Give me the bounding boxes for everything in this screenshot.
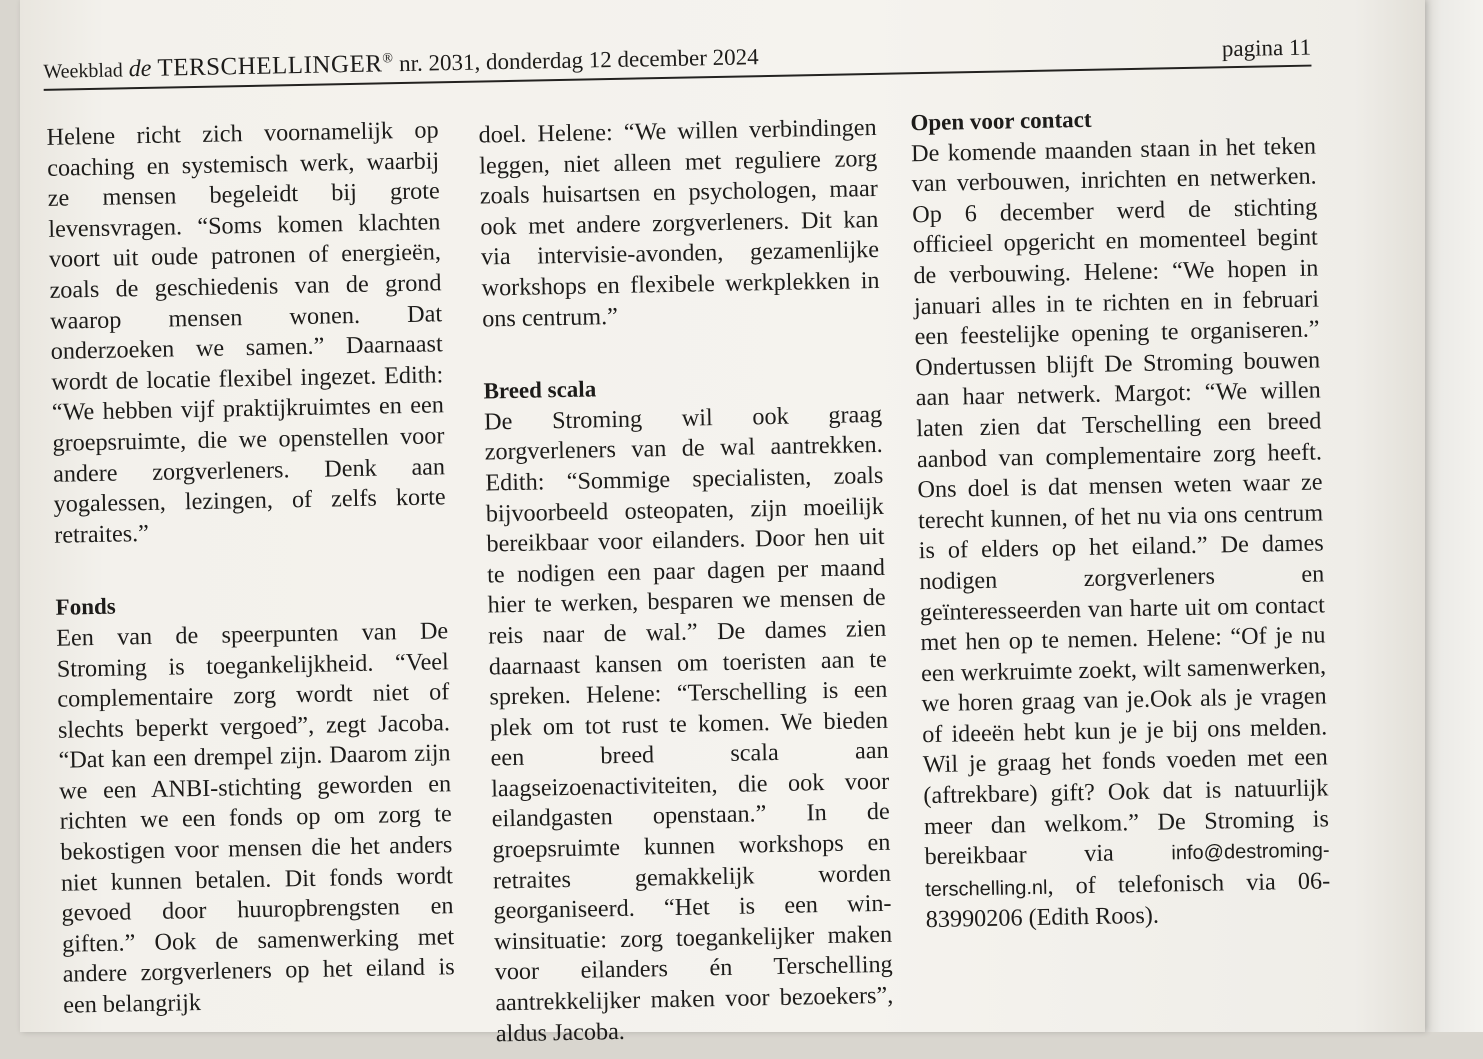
masthead-weekblad: Weekblad <box>43 59 124 83</box>
paragraph: doel. Helene: “We willen verbindingen leggen, niet alleen met reguliere zorg zoals huisartsen en psychologen, maar ook met andere zorgverleners. Dit kan via intervisie-avonden, gezamenlijke workshops en flexibele werkplekken in ons centrum.” <box>478 113 880 333</box>
email-address: info@destroming-terschelling.nl <box>925 839 1330 901</box>
section-heading-fonds: Fonds <box>55 593 116 621</box>
page-number: pagina 11 <box>1221 34 1312 62</box>
section-heading-open-voor-contact: Open voor contact <box>910 106 1092 136</box>
paragraph: Helene richt zich voornamelijk op coaching en systemisch werk, waarbij ze mensen begeleidt bij grote levensvragen. “Soms komen klachten voort uit oude patronen of energieën, zoals de geschiedenis van de grond waarop mensen wonen. Dat onderzoeken we samen.” Daarnaast wordt de locatie flexibel ingezet. Edith: “We hebben vijf praktijkruimtes en een groepsruimte, die we openstellen voor andere zorgverleners. Denk aan yogalessen, lezingen, of zelfs korte retraites.” <box>46 116 446 549</box>
paragraph-text: De komende maanden staan in het teken van verbouwen, inrichten en netwerken. Op 6 december werd de stichting officieel opgericht en momenteel begint de verbouwing. Helene: “We hopen in januari alles in te richten en in februari een feestelijke opening te organiseren.” Ondertussen blijft De Stroming bouwen aan haar netwerk. Margot: “We willen laten zien dat Terschelling een breed aanbod van complementaire zorg heeft. Ons doel is dat mensen weten waar ze terecht kunnen, of het nu via ons centrum is of elders op het eiland.” De dames nodigen zorgverleners en geïnteresseerden van harte uit om contact met hen op te nemen. Helene: “Of je nu een werkruimte zoekt, wilt samenwerken, we horen graag van je.Ook als je vragen of ideeën hebt kun je je bij ons melden. Wil je graag het fonds voeden met een (aftrekbare) gift? Ook dat is natuurlijk meer dan welkom.” De Stroming is bereikbaar via <box>910 132 1330 871</box>
paragraph-spacer <box>55 544 448 594</box>
masthead-brand: TERSCHELLINGER <box>157 50 383 82</box>
section-heading-breed-scala: Breed scala <box>483 376 597 404</box>
paragraph: Een van de speerpunten van De Stroming is toegankelijkheid. “Veel complementaire zorg wordt niet of slechts beperkt vergoed”, zegt Jacoba. “Dat kan een drempel zijn. Daarom zijn we een ANBI-stichting geworden en richten we een fonds op om zorg te bekostigen voor mensen die het anders niet kunnen betalen. Dit fonds wordt gevoed door huuropbrengsten en giften.” Ook de samenwerking met andere zorgverleners op het eiland is een belangrijk <box>55 617 455 1019</box>
paragraph-text-end: , of telefonisch via 06-83990206 (Edith Roos). <box>925 867 1331 934</box>
article-column-2 <box>478 113 894 1050</box>
page-content <box>10 0 1435 1048</box>
article-column-3 <box>910 100 1331 936</box>
masthead <box>43 17 1312 91</box>
masthead-de: de <box>128 55 152 83</box>
masthead-issue: nr. 2031, donderdag 12 december 2024 <box>398 44 759 77</box>
article-column-1 <box>46 115 455 1021</box>
registered-mark: ® <box>382 51 394 67</box>
newspaper-page <box>20 0 1425 1048</box>
paragraph <box>911 131 1331 936</box>
paragraph: De Stroming wil ook graag zorgverleners van de wal aantrekken. Edith: “Sommige specialisten, zoals bijvoorbeeld osteopaten, zijn moeilijk bereikbaar voor eilanders. Door hen uit te nodigen een paar dagen per maand hier te werken, besparen we mensen de reis naar de wal.” De dames zien daarnaast kansen om toeristen aan te spreken. Helene: “Terschelling is een plek om tot rust te komen. We bieden een breed scala aan laagseizoenactiviteiten, die ook voor eilandgasten openstaan.” In de groepsruimte kunnen workshops en retraites gemakkelijk worden georganiseerd. “Het is een win-winsituatie: zorg toegankelijker maken voor eilanders én Terschelling aantrekkelijker maken voor bezoekers”, aldus Jacoba. <box>483 400 894 1048</box>
